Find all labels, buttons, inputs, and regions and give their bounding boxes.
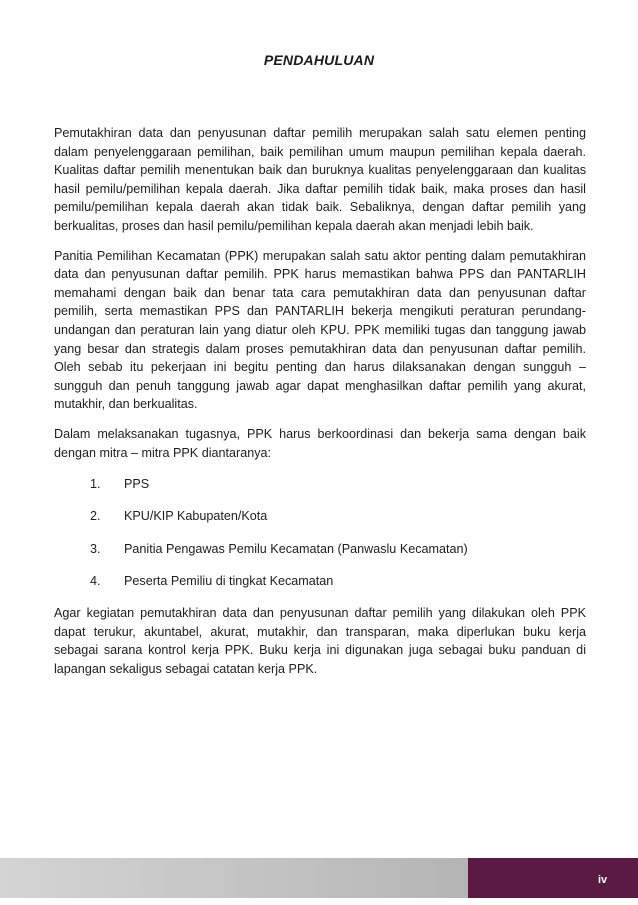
list-number: 2. xyxy=(90,509,101,524)
list-text: Panitia Pengawas Pemilu Kecamatan (Panwaslu Kecamatan) xyxy=(124,541,468,556)
list-item xyxy=(54,540,586,559)
list-item xyxy=(54,507,586,526)
list-text: Peserta Pemiliu di tingkat Kecamatan xyxy=(124,573,334,588)
paragraph-intro: Pemutakhiran data dan penyusunan daftar pemilih merupakan salah satu elemen penting dalam penyelenggaraan pemilihan, baik pemilihan umum maupun pemilihan kepala daerah. Kualitas daftar pemilih menentukan baik dan buruknya kualitas penyelenggaraan dan kualitas hasil pemilu/pemilihan kepala daerah. Jika daftar pemilih tidak baik, maka proses dan hasil pemilu/pemilihan kepala daerah akan tidak baik. Sebaliknya, dengan daftar pemilih yang berkualitas, proses dan hasil pemilu/pemilihan kepala daerah akan menjadi lebih baik. xyxy=(54,126,586,233)
list-number: 1. xyxy=(90,477,101,492)
page-title: PENDAHULUAN xyxy=(263,52,375,68)
partner-list xyxy=(54,475,586,590)
list-number: 4. xyxy=(90,573,101,588)
paragraph-partners: Dalam melaksanakan tugasnya, PPK harus berkoordinasi dan bekerja sama dengan baik dengan mitra – mitra PPK diantaranya: xyxy=(54,426,586,460)
page-number: iv xyxy=(598,874,608,886)
list-number: 3. xyxy=(90,541,101,556)
paragraph-ppk-role: Panitia Pemilihan Kecamatan (PPK) merupakan salah satu aktor penting dalam pemutakhiran data dan penyusunan daftar pemilih. PPK harus memastikan bahwa PPS dan PANTARLIH memahami dengan baik dan benar tata cara pemutakhiran data dan penyusunan daftar pemilih, serta memastikan PPS dan PANTARLIH bekerja mengikuti peraturan perundang-undangan dan peraturan lain yang diatur oleh KPU. PPK memiliki tugas dan tanggung jawab yang besar dan strategis dalam proses pemutakhiran data dan penyusunan daftar pemilih. Oleh sebab itu pekerjaan ini begitu penting dan harus dilaksanakan dengan sungguh – sungguh dan penuh tanggung jawab agar dapat menghasilkan daftar pemilih yang akurat, mutakhir, dan berkualitas. xyxy=(54,248,586,412)
list-text: KPU/KIP Kabupaten/Kota xyxy=(124,509,268,524)
footer-page-tab xyxy=(468,858,638,898)
document-body xyxy=(54,124,586,690)
list-text: PPS xyxy=(124,477,150,492)
list-item xyxy=(54,572,586,591)
list-item xyxy=(54,475,586,494)
paragraph-closing: Agar kegiatan pemutakhiran data dan penyusunan daftar pemilih yang dilakukan oleh PPK dapat terukur, akuntabel, akurat, mutakhir, dan transparan, maka diperlukan buku kerja sebagai sarana kontrol kerja PPK. Buku kerja ini digunakan juga sebagai buku panduan di lapangan sekaligus sebagai catatan kerja PPK. xyxy=(54,606,586,676)
